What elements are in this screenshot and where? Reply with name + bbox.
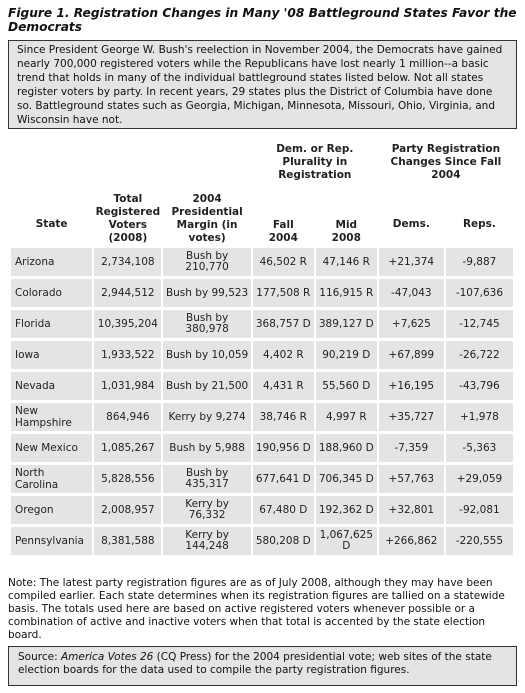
table-row xyxy=(11,248,513,276)
margin-cell: Bush by 10,059 xyxy=(163,341,250,369)
mid-2008-cell: 47,146 R xyxy=(316,248,377,276)
mid-2008-cell: 706,345 D xyxy=(316,465,377,493)
mid-2008-cell: 90,219 D xyxy=(316,341,377,369)
margin-cell: Bush by 21,500 xyxy=(163,372,250,400)
header-changes-group: Party Registration Changes Since Fall 2004 xyxy=(390,143,502,181)
margin-cell: Bush by 99,523 xyxy=(163,279,250,307)
reps-change-cell: -107,636 xyxy=(446,279,513,307)
reps-change-cell: -43,796 xyxy=(446,372,513,400)
state-cell: Florida xyxy=(11,310,92,338)
header-total-voters: Total Registered Voters (2008) xyxy=(95,193,161,244)
margin-cell: Kerry by 9,274 xyxy=(163,403,250,431)
figure-title-line-1: Figure 1. Registration Changes in Many '08 Battleground States Favor the xyxy=(8,6,517,20)
mid-2008-cell: 55,560 D xyxy=(316,372,377,400)
table-row xyxy=(11,465,513,493)
state-cell: Arizona xyxy=(11,248,92,276)
dems-change-cell: +21,374 xyxy=(379,248,444,276)
fall-2004-cell: 4,402 R xyxy=(253,341,314,369)
reps-change-cell: -12,745 xyxy=(446,310,513,338)
total-voters-cell: 864,946 xyxy=(94,403,161,431)
reps-change-cell: -5,363 xyxy=(446,434,513,462)
fall-2004-cell: 4,431 R xyxy=(253,372,314,400)
total-voters-cell: 2,008,957 xyxy=(94,496,161,524)
dems-change-cell: -7,359 xyxy=(379,434,444,462)
table-row xyxy=(11,403,513,431)
mid-2008-cell: 389,127 D xyxy=(316,310,377,338)
fall-2004-cell: 190,956 D xyxy=(253,434,314,462)
reps-change-cell: -9,887 xyxy=(446,248,513,276)
margin-cell: Bush by 380,978 xyxy=(163,310,250,338)
dems-change-cell: +7,625 xyxy=(379,310,444,338)
total-voters-cell: 8,381,588 xyxy=(94,527,161,555)
figure-title xyxy=(8,6,518,34)
fall-2004-cell: 580,208 D xyxy=(253,527,314,555)
header-group-row xyxy=(11,143,513,182)
mid-2008-cell: 192,362 D xyxy=(316,496,377,524)
dems-change-cell: +67,899 xyxy=(379,341,444,369)
state-cell: Pennsylvania xyxy=(11,527,92,555)
figure-title-line-2: Democrats xyxy=(8,20,82,34)
header-margin: 2004 Presidential Margin (in votes) xyxy=(171,193,243,244)
fall-2004-cell: 67,480 D xyxy=(253,496,314,524)
margin-cell: Bush by 435,317 xyxy=(163,465,250,493)
fall-2004-cell: 677,641 D xyxy=(253,465,314,493)
state-cell: New Hampshire xyxy=(11,403,92,431)
table-row xyxy=(11,496,513,524)
reps-change-cell: -26,722 xyxy=(446,341,513,369)
table-row xyxy=(11,341,513,369)
total-voters-cell: 2,944,512 xyxy=(94,279,161,307)
dems-change-cell: +266,862 xyxy=(379,527,444,555)
total-voters-cell: 1,031,984 xyxy=(94,372,161,400)
header-mid-2008: Mid 2008 xyxy=(331,219,361,244)
header-plurality-group: Dem. or Rep. Plurality in Registration xyxy=(276,143,354,181)
margin-cell: Kerry by 144,248 xyxy=(163,527,250,555)
state-cell: Colorado xyxy=(11,279,92,307)
table-row xyxy=(11,527,513,555)
reps-change-cell: +29,059 xyxy=(446,465,513,493)
reps-change-cell: +1,978 xyxy=(446,403,513,431)
header-fall-2004: Fall 2004 xyxy=(268,219,298,244)
header-dems: Dems. xyxy=(392,218,430,230)
margin-cell: Kerry by 76,332 xyxy=(163,496,250,524)
mid-2008-cell: 1,067,625 D xyxy=(316,527,377,555)
reps-change-cell: -92,081 xyxy=(446,496,513,524)
fall-2004-cell: 38,746 R xyxy=(253,403,314,431)
total-voters-cell: 1,933,522 xyxy=(94,341,161,369)
reps-change-cell: -220,555 xyxy=(446,527,513,555)
dems-change-cell: +57,763 xyxy=(379,465,444,493)
state-cell: North Carolina xyxy=(11,465,92,493)
table-row xyxy=(11,279,513,307)
fall-2004-cell: 177,508 R xyxy=(253,279,314,307)
dems-change-cell: +35,727 xyxy=(379,403,444,431)
dems-change-cell: +16,195 xyxy=(379,372,444,400)
table-row xyxy=(11,372,513,400)
intro-box xyxy=(8,40,517,129)
total-voters-cell: 10,395,204 xyxy=(94,310,161,338)
total-voters-cell: 2,734,108 xyxy=(94,248,161,276)
table-row xyxy=(11,434,513,462)
mid-2008-cell: 188,960 D xyxy=(316,434,377,462)
state-cell: New Mexico xyxy=(11,434,92,462)
fall-2004-cell: 368,757 D xyxy=(253,310,314,338)
header-reps: Reps. xyxy=(462,218,496,230)
dems-change-cell: -47,043 xyxy=(379,279,444,307)
total-voters-cell: 5,828,556 xyxy=(94,465,161,493)
margin-cell: Bush by 210,770 xyxy=(163,248,250,276)
source-rest: (CQ Press) for the 2004 presidential vote; web sites of the state election boards for the data used to compile the party registration figures. xyxy=(18,651,492,676)
mid-2008-cell: 4,997 R xyxy=(316,403,377,431)
mid-2008-cell: 116,915 R xyxy=(316,279,377,307)
header-state: State xyxy=(35,218,68,230)
margin-cell: Bush by 5,988 xyxy=(163,434,250,462)
state-cell: Iowa xyxy=(11,341,92,369)
total-voters-cell: 1,085,267 xyxy=(94,434,161,462)
registration-table xyxy=(9,140,515,558)
state-cell: Oregon xyxy=(11,496,92,524)
fall-2004-cell: 46,502 R xyxy=(253,248,314,276)
source-book-title: America Votes 26 xyxy=(60,651,154,663)
source-prefix: Source: xyxy=(18,651,61,663)
table-row xyxy=(11,310,513,338)
note-text: Note: The latest party registration figures are as of July 2008, although they may have been compiled earlier. Each state determines when its registration figures are tallied on a statewide basis. The totals used here are based on active registered voters whenever possible or a combination of active and inactive voters when that total is accented by the state election board. xyxy=(8,577,505,641)
intro-text: Since President George W. Bush's reelection in November 2004, the Democrats have gained nearly 700,000 registered voters while the Republicans have lost nearly 1 million--a basic trend that holds in many of the individual battleground states listed below. Not all states register voters by party. In recent years, 29 states plus the District of Columbia have done so. Battleground states such as Georgia, Michigan, Minnesota, Missouri, Ohio, Virginia, and Wisconsin have not. xyxy=(17,44,503,126)
table-body xyxy=(11,248,513,555)
source-box xyxy=(8,646,517,686)
header-column-row xyxy=(11,185,513,245)
dems-change-cell: +32,801 xyxy=(379,496,444,524)
state-cell: Nevada xyxy=(11,372,92,400)
